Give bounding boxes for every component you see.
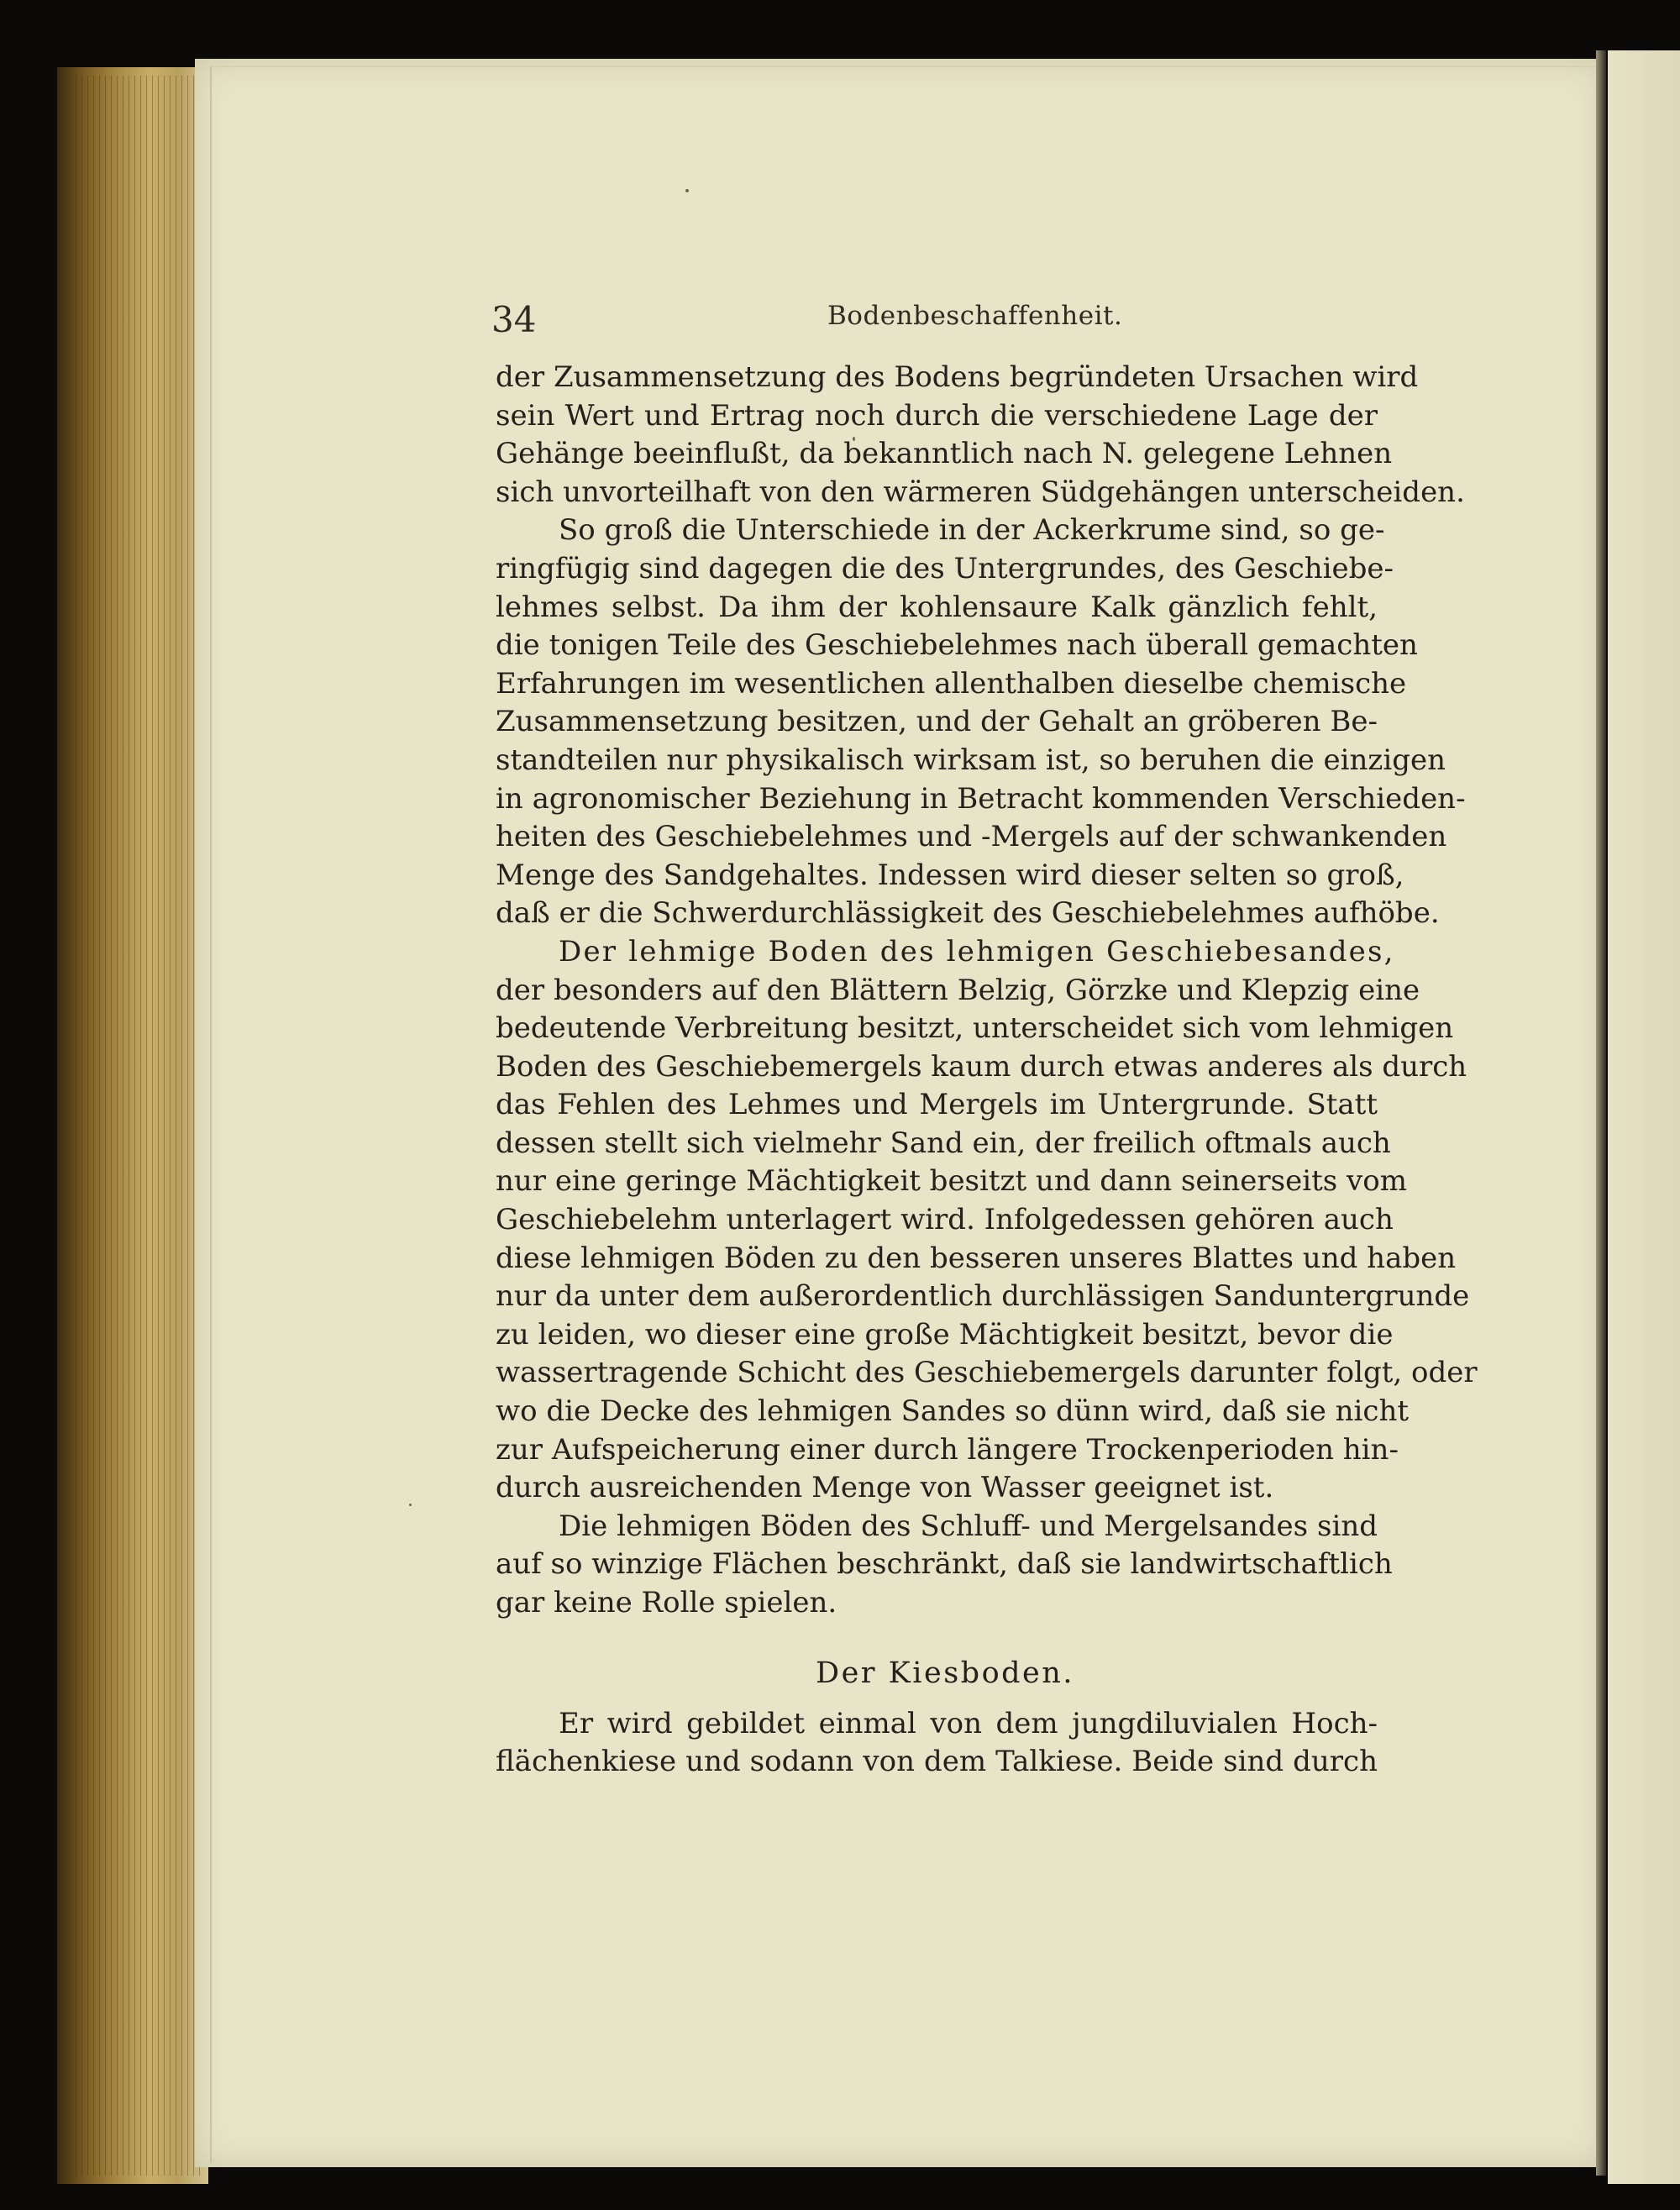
text-line: Der lehmige Boden des lehmigen Geschiebesandes, (559, 934, 1395, 969)
text-line: das Fehlen des Lehmes und Mergels im Untergrunde. Statt (496, 1088, 1378, 1122)
paper-speck (685, 189, 689, 192)
text-line: wassertragende Schicht des Geschiebemergels darunter folgt, oder (496, 1356, 1478, 1390)
text-line: zur Aufspeicherung einer durch längere Trockenperioden hin- (496, 1432, 1399, 1467)
text-line: Zusammensetzung besitzen, und der Gehalt an gröberen Be- (496, 705, 1378, 739)
book-gutter (1596, 50, 1606, 2176)
text-line: die tonigen Teile des Geschiebelehmes nach überall gemachten (496, 628, 1418, 663)
text-line: nur da unter dem außerordentlich durchlässigen Sanduntergrunde (496, 1279, 1470, 1314)
paper-speck (409, 1504, 412, 1506)
text-line: So groß die Unterschiede in der Ackerkrume sind, so ge- (559, 513, 1385, 548)
text-line: nur eine geringe Mächtigkeit besitzt und dann seinerseits vom (496, 1164, 1407, 1199)
text-line: ringfügig sind dagegen die des Untergrundes, des Geschiebe- (496, 551, 1394, 585)
facing-page-edge (1608, 50, 1680, 2184)
page-number: 34 (491, 299, 537, 340)
running-title: Bodenbeschaffenheit. (827, 301, 1123, 331)
text-line: zu leiden, wo dieser eine große Mächtigkeit besitzt, bevor die (496, 1317, 1394, 1352)
text-line: durch ausreichenden Menge von Wasser geeignet ist. (496, 1471, 1274, 1505)
page-edge-stack (76, 76, 202, 2176)
text-line: sich unvorteilhaft von den wärmeren Südgehängen unterscheiden. (496, 475, 1465, 509)
text-line: Die lehmigen Böden des Schluff- und Mergelsandes sind (559, 1509, 1378, 1543)
text-line: Erfahrungen im wesentlichen allenthalben dieselbe chemische (496, 666, 1407, 701)
text-line: wo die Decke des lehmigen Sandes so dünn wird, daß sie nicht (496, 1394, 1410, 1429)
text-line: dessen stellt sich vielmehr Sand ein, der freilich oftmals auch (496, 1126, 1391, 1160)
text-line: diese lehmigen Böden zu den besseren unseres Blattes und haben (496, 1241, 1457, 1275)
text-line: Geschiebelehm unterlagert wird. Infolgedessen gehören auch (496, 1203, 1394, 1237)
text-line: der besonders auf den Blättern Belzig, Görzke und Klepzig eine (496, 973, 1420, 1007)
text-line: heiten des Geschiebelehmes und -Mergels auf der schwankenden (496, 820, 1447, 854)
text-line: flächenkiese und sodann von dem Talkiese. Beide sind durch (496, 1745, 1378, 1779)
text-line: der Zusammensetzung des Bodens begründeten Ursachen wird (496, 360, 1419, 394)
text-line: lehmes selbst. Da ihm der kohlensaure Kalk gänzlich fehlt, (496, 590, 1378, 624)
text-line: Er wird gebildet einmal von dem jungdiluvialen Hoch- (559, 1706, 1378, 1740)
text-line: Boden des Geschiebemergels kaum durch etwas anderes als durch (496, 1049, 1467, 1084)
text-line: auf so winzige Flächen beschränkt, daß sie landwirtschaftlich (496, 1547, 1393, 1582)
text-line: bedeutende Verbreitung besitzt, unterscheidet sich vom lehmigen (496, 1011, 1454, 1046)
text-line: sein Wert und Ertrag noch durch die verschiedene Lage der (496, 398, 1378, 433)
text-line: Menge des Sandgehaltes. Indessen wird dieser selten so groß, (496, 858, 1404, 892)
text-line: daß er die Schwerdurchlässigkeit des Geschiebelehmes aufhöbe. (496, 896, 1440, 931)
text-line: in agronomischer Beziehung in Betracht kommenden Verschieden- (496, 781, 1466, 816)
text-line: standteilen nur physikalisch wirksam ist, so beruhen die einzigen (496, 743, 1446, 777)
text-line: gar keine Rolle spielen. (496, 1586, 837, 1619)
section-heading: Der Kiesboden. (816, 1656, 1074, 1690)
main-text (496, 359, 1478, 1782)
text-line: Gehänge beeinflußt, da bekanntlich nach N. gelegene Lehnen (496, 437, 1393, 471)
